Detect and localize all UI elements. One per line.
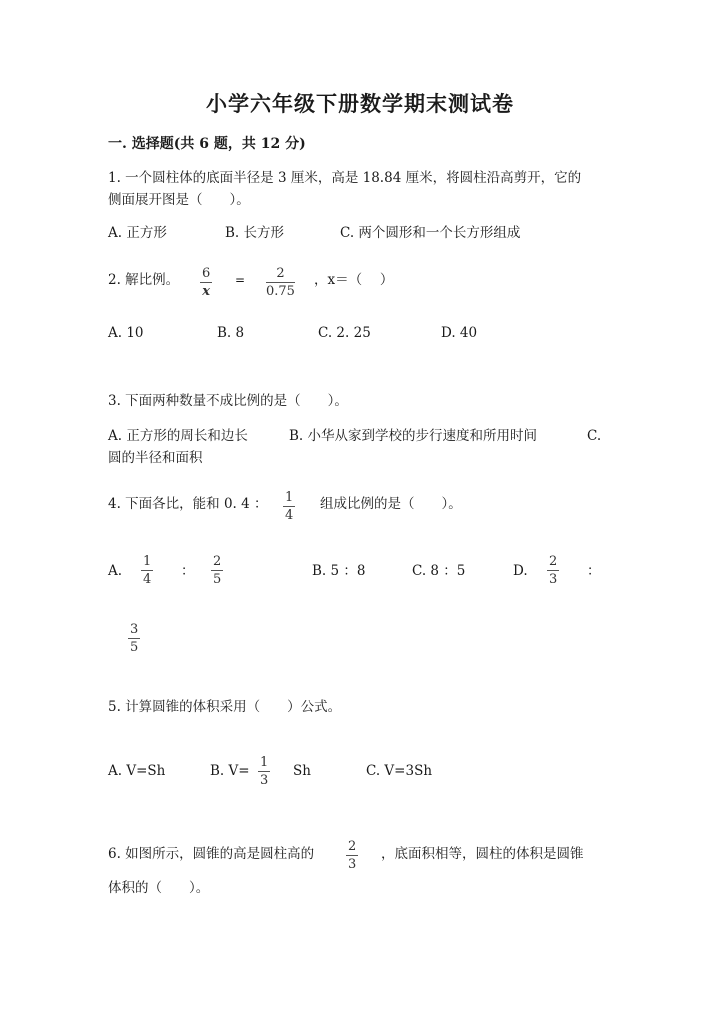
question-5-option-c[interactable]: C. V=3Sh [366,763,433,779]
question-4-option-d-fraction-1 [547,554,559,587]
question-4-prefix: 4. 下面各比，能和 0. 4 ： [108,496,268,512]
question-3-option-c[interactable]: C. [587,428,602,444]
question-2-option-a[interactable]: A. 10 [108,325,144,341]
fraction-denominator: 4 [143,572,152,587]
fraction-numerator: 2 [276,266,285,281]
question-1-option-b[interactable]: B. 长方形 [225,225,285,241]
question-6-suffix: ，底面积相等，圆柱的体积是圆锥 [381,846,584,862]
question-1-text-line-1: 1. 一个圆柱体的底面半径是 3 厘米，高是 18.84 厘米，将圆柱沿高剪开，它的 [108,170,582,186]
question-2-fraction-left [200,266,212,299]
fraction-numerator: 2 [549,554,558,569]
question-1-option-c[interactable]: C. 两个圆形和一个长方形组成 [340,225,521,241]
question-1-option-a[interactable]: A. 正方形 [108,225,167,241]
fraction-numerator: 1 [285,490,294,505]
question-3-option-c-continued[interactable]: 圆的半径和面积 [108,450,203,466]
fraction-numerator: 2 [213,554,222,569]
fraction-numerator: 2 [348,839,357,854]
question-2-option-b[interactable]: B. 8 [217,325,245,341]
question-4-option-a-fraction-1 [141,554,153,587]
question-4-option-c[interactable]: C. 8 ：5 [412,563,466,579]
fraction-denominator: 3 [348,857,357,872]
question-4-option-d-fraction-2 [128,622,140,655]
question-2-option-d[interactable]: D. 40 [441,325,478,341]
page-title: 小学六年级下册数学期末测试卷 [206,91,514,116]
question-2-equals: = [235,273,246,287]
fraction-denominator: 3 [549,572,558,587]
question-2-suffix: ，x＝（ ） [314,272,394,288]
question-4-option-d-colon: ： [587,563,601,579]
question-1-text-line-2: 侧面展开图是（ ）。 [108,192,250,208]
section-heading: 一. 选择题(共 6 题，共 12 分) [108,136,306,152]
fraction-denominator: 0.75 [266,284,295,299]
question-4-suffix: 组成比例的是（ ）。 [320,496,462,512]
question-4-option-a-colon: ： [181,563,195,579]
question-6-prefix: 6. 如图所示，圆锥的高是圆柱高的 [108,846,315,862]
question-5-option-b-suffix: Sh [293,763,311,779]
question-4-option-b[interactable]: B. 5 ：8 [312,563,366,579]
question-4-option-a-fraction-2 [211,554,223,587]
question-3-text: 3. 下面两种数量不成比例的是（ ）。 [108,393,348,409]
question-5-option-b-label[interactable]: B. V= [210,763,250,779]
fraction-numerator: 6 [202,266,211,281]
fraction-denominator: 3 [260,773,269,788]
question-2-option-c[interactable]: C. 2. 25 [318,325,371,341]
fraction-denominator: 4 [285,508,294,523]
question-5-text: 5. 计算圆锥的体积采用（ ）公式。 [108,699,342,715]
question-2-fraction-right [266,266,295,299]
question-4-option-a-label[interactable]: A. [108,563,123,579]
question-4-fraction [283,490,295,523]
question-2-prefix: 2. 解比例。 [108,272,180,288]
question-3-option-a[interactable]: A. 正方形的周长和边长 [108,428,248,444]
question-4-option-d-label[interactable]: D. [513,563,528,579]
fraction-numerator: 1 [260,755,269,770]
question-6-fraction [346,839,358,872]
fraction-numerator: 3 [130,622,139,637]
fraction-denominator: 5 [213,572,222,587]
fraction-denominator: 5 [130,640,139,655]
question-5-option-a[interactable]: A. V=Sh [108,763,166,779]
fraction-denominator: x [202,284,211,299]
question-6-text-line-2: 体积的（ ）。 [108,880,210,896]
fraction-numerator: 1 [143,554,152,569]
question-5-option-b-fraction [258,755,270,788]
question-3-option-b[interactable]: B. 小华从家到学校的步行速度和所用时间 [289,428,538,444]
